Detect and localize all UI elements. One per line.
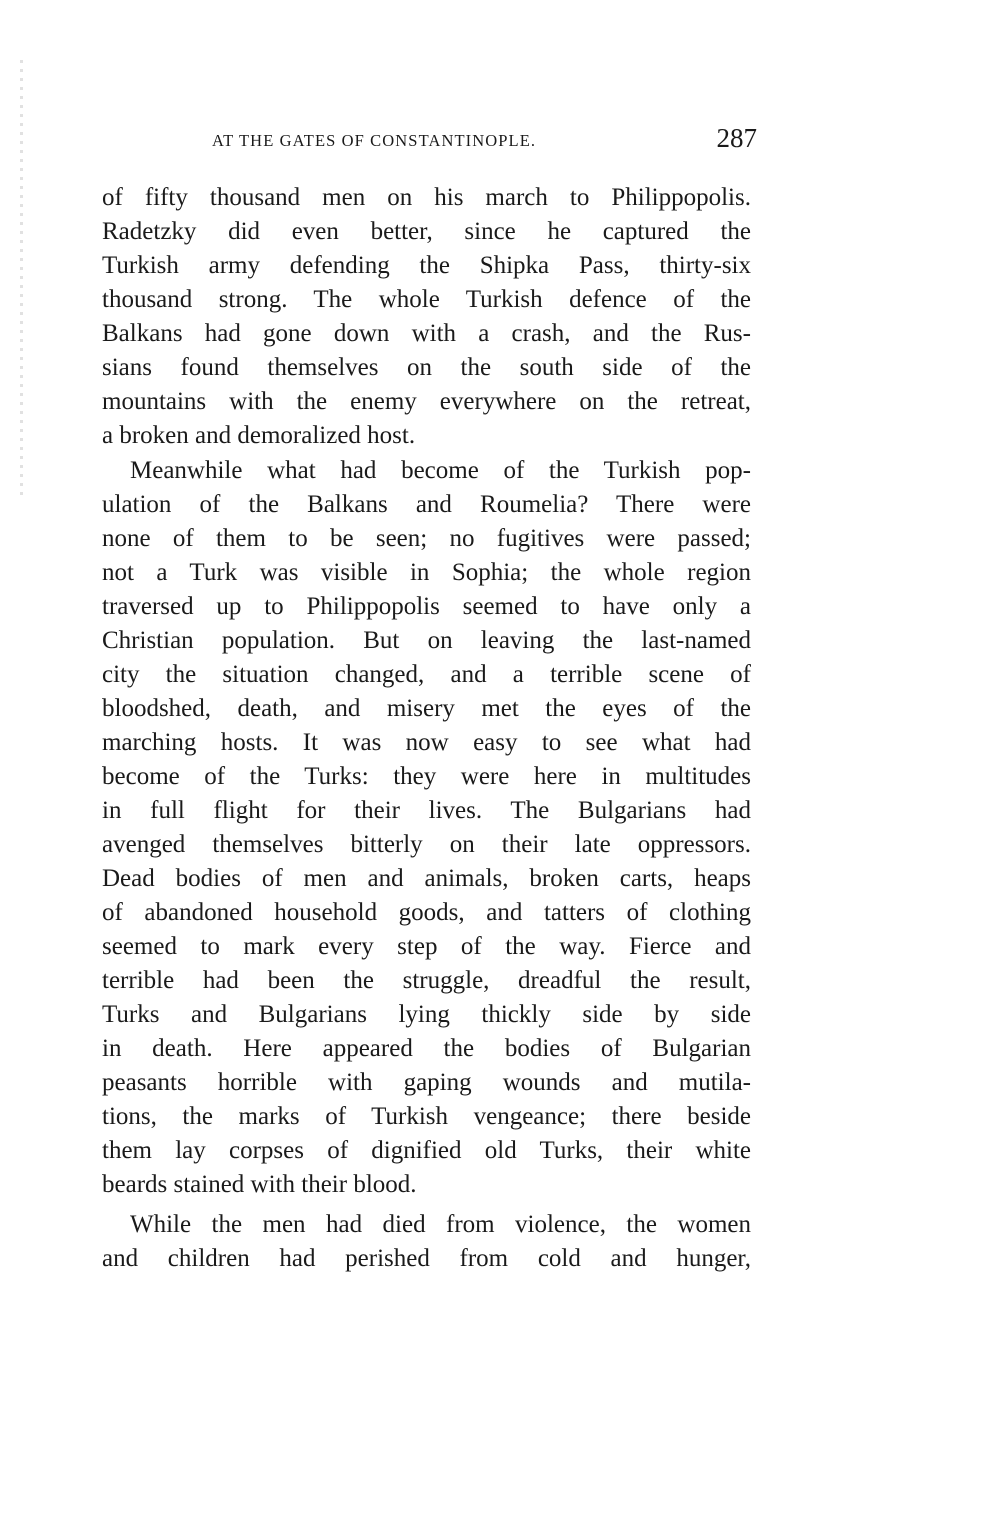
text-line: Balkans had gone down with a crash, and the Rus- [102, 320, 751, 347]
text-line: none of them to be seen; no fugitives were passed; [102, 525, 751, 552]
text-line: Turks and Bulgarians lying thickly side by side [102, 1001, 751, 1028]
paragraph-first-line: While the men had died from violence, the women [130, 1211, 751, 1238]
text-line: Dead bodies of men and animals, broken carts, heaps [102, 865, 751, 892]
text-line: thousand strong. The whole Turkish defence of the [102, 286, 751, 313]
text-line: of abandoned household goods, and tatters of clothing [102, 899, 751, 926]
text-line: them lay corpses of dignified old Turks, their white [102, 1137, 751, 1164]
running-head: AT THE GATES OF CONSTANTINOPLE. [212, 131, 537, 150]
binding-gutter-marks [20, 60, 23, 500]
text-line: terrible had been the struggle, dreadful the result, [102, 967, 751, 994]
text-line: and children had perished from cold and hunger, [102, 1245, 751, 1272]
text-line: bloodshed, death, and misery met the eyes of the [102, 695, 751, 722]
text-line: Turkish army defending the Shipka Pass, thirty-six [102, 252, 751, 279]
text-line: of fifty thousand men on his march to Philippopolis. [102, 184, 751, 211]
text-line: traversed up to Philippopolis seemed to have only a [102, 593, 751, 620]
text-line: tions, the marks of Turkish vengeance; there beside [102, 1103, 751, 1130]
text-line: in death. Here appeared the bodies of Bulgarian [102, 1035, 751, 1062]
text-line: a broken and demoralized host. [102, 422, 416, 449]
text-line: in full flight for their lives. The Bulgarians had [102, 797, 751, 824]
text-line: mountains with the enemy everywhere on the retreat, [102, 388, 751, 415]
text-line: Radetzky did even better, since he captured the [102, 218, 751, 245]
text-line: ulation of the Balkans and Roumelia? There were [102, 491, 751, 518]
text-line: beards stained with their blood. [102, 1171, 417, 1198]
text-line: not a Turk was visible in Sophia; the whole region [102, 559, 751, 586]
page-number: 287 [716, 123, 757, 153]
paragraph-first-line: Meanwhile what had become of the Turkish pop- [130, 457, 751, 484]
text-line: sians found themselves on the south side of the [102, 354, 751, 381]
text-line: avenged themselves bitterly on their late oppressors. [102, 831, 751, 858]
text-line: peasants horrible with gaping wounds and mutila- [102, 1069, 751, 1096]
text-line: city the situation changed, and a terrible scene of [102, 661, 751, 688]
text-line: marching hosts. It was now easy to see what had [102, 729, 751, 756]
page-header [212, 123, 757, 159]
text-line: Christian population. But on leaving the last-named [102, 627, 751, 654]
text-line: seemed to mark every step of the way. Fierce and [102, 933, 751, 960]
text-line: become of the Turks: they were here in multitudes [102, 763, 751, 790]
